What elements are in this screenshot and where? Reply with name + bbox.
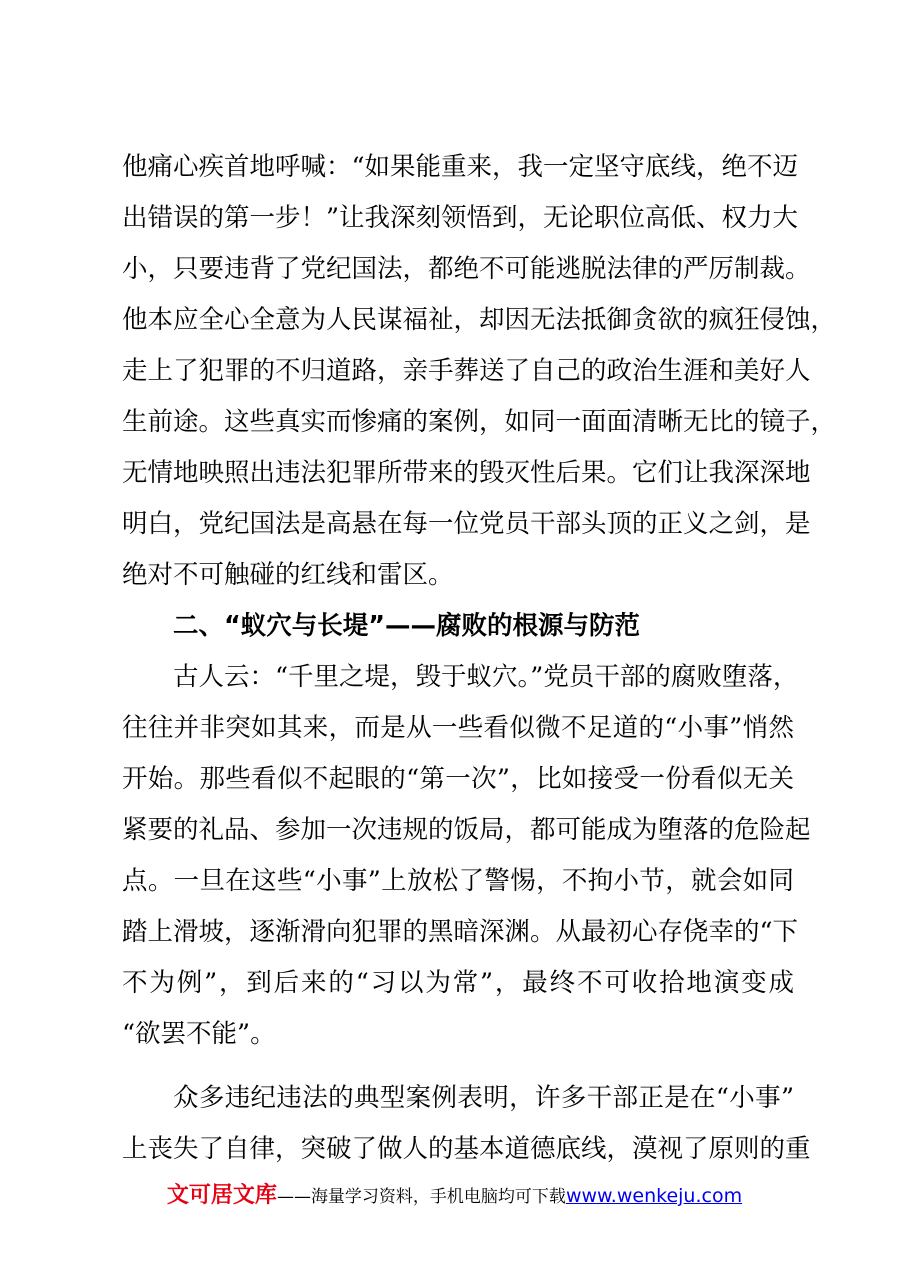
document-body (122, 142, 837, 1175)
paragraph-2 (122, 652, 811, 1060)
text-line: 小，只要违背了党纪国法，都绝不可能逃脱法律的严厉制裁。 (122, 254, 811, 284)
paragraph-gap (122, 1060, 794, 1073)
text-line: 他痛心疾首地呼喊：“如果能重来，我一定坚守底线，绝不迈 (122, 152, 799, 182)
text-line: 众多违纪违法的典型案例表明，许多干部正是在“小事” (173, 1083, 794, 1113)
text-line: 点。一旦在这些“小事”上放松了警惕，不拘小节，就会如同 (122, 866, 794, 896)
section-heading: 二、“蚁穴与长堤”——腐败的根源与防范 (173, 611, 641, 641)
footer-slogan: ——海量学习资料，手机电脑均可下载 (276, 1187, 566, 1207)
footer-link[interactable]: www.wenkeju.com (565, 1185, 743, 1207)
text-line: 上丧失了自律，突破了做人的基本道德底线，漠视了原则的重 (122, 1134, 811, 1164)
paragraph-1 (122, 142, 837, 601)
text-line: 他本应全心全意为人民谋福祉，却因无法抵御贪欲的疯狂侵蚀， (122, 305, 837, 335)
text-line: 古人云：“千里之堤，毁于蚁穴。”党员干部的腐败堕落， (173, 662, 799, 692)
text-line: 明白，党纪国法是高悬在每一位党员干部头顶的正义之剑，是 (122, 509, 811, 539)
text-line: 绝对不可触碰的红线和雷区。 (122, 560, 454, 590)
text-line: 出错误的第一步！”让我深刻领悟到，无论职位高低、权力大 (122, 203, 799, 233)
text-line: 生前途。这些真实而惨痛的案例，如同一面面清晰无比的镜子， (122, 407, 837, 437)
paragraph-3 (122, 1073, 811, 1175)
text-line: 紧要的礼品、参加一次违规的饭局，都可能成为堕落的危险起 (122, 815, 811, 845)
text-line: 往往并非突如其来，而是从一些看似微不足道的“小事”悄然 (122, 713, 794, 743)
text-line: 走上了犯罪的不归道路，亲手葬送了自己的政治生涯和美好人 (122, 356, 811, 386)
text-line: 不为例”，到后来的“习以为常”，最终不可收拾地演变成 (122, 968, 794, 998)
footer-banner (0, 1178, 909, 1209)
footer-brand: 文可居文库 (166, 1183, 277, 1208)
text-line: 无情地映照出违法犯罪所带来的毁灭性后果。它们让我深深地 (122, 458, 811, 488)
text-line: 踏上滑坡，逐渐滑向犯罪的黑暗深渊。从最初心存侥幸的“下 (122, 917, 799, 947)
text-line: “欲罢不能”。 (122, 1019, 276, 1049)
text-line: 开始。那些看似不起眼的“第一次”，比如接受一份看似无关 (122, 764, 794, 794)
